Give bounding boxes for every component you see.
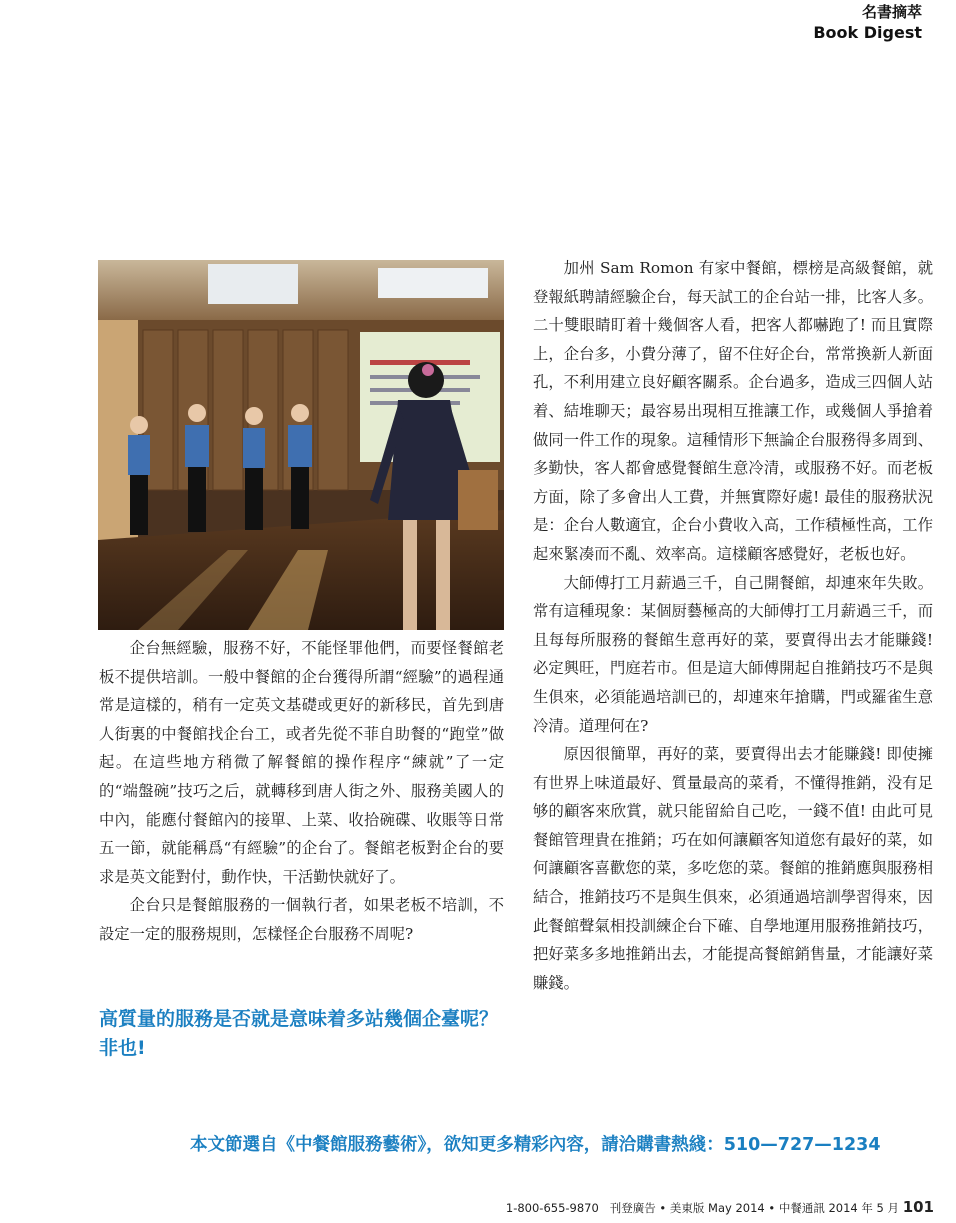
right-column [533, 254, 933, 997]
footer-text: 刊登廣告 • 美東版 May 2014 • 中餐通訊 2014 年 5 月 [609, 1201, 900, 1215]
page-number: 101 [902, 1198, 934, 1216]
pull-quote-heading: 高質量的服務是否就是意味着多站幾個企臺呢？非也! [99, 1008, 499, 1059]
paragraph: 企台只是餐館服務的一個執行者，如果老板不培訓，不設定一定的服務規則，怎樣怪企台服務不周呢? [99, 896, 504, 943]
book-promo-line: 本文節選自《中餐館服務藝術》，欲知更多精彩內容，請洽購書熱綫：510—727—1234 [190, 1135, 881, 1155]
paragraph: 大師傅打工月薪過三千，自己開餐館，却連來年失敗。常有這種現象：某個厨藝極高的大師傅打工月薪過三千，而且每每所服務的餐館生意再好的菜，要賣得出去才能賺錢! 必定興旺，門庭若市。但是這大師傅開起自推銷技巧不是與生俱來，必須能過培訓已的，却連來年搶購，門或羅雀生意冷清。道理何在? [533, 573, 933, 735]
page-footer [506, 1198, 934, 1216]
restaurant-training-photo [98, 260, 504, 630]
section-title-zh: 名書摘萃 [861, 3, 922, 21]
section-title-en: Book Digest [813, 23, 922, 42]
left-column [99, 634, 504, 949]
section-header [813, 2, 922, 44]
paragraph: 加州 Sam Romon 有家中餐館，標榜是高級餐館，就登報紙聘請經驗企台，每天試工的企台站一排，比客人多。二十雙眼睛盯着十幾個客人看，把客人都嚇跑了! 而且實際上，企台多，小費分薄了，留不住好企台，常常換新人新面孔，不利用建立良好顧客關系。企台過多，造成三四個人站着、結堆聊天；最容易出現相互推讓工作，或幾個人爭搶着做同一件工作的現象。這種情形下無論企台服務得多周到、多勤快，客人都會感覺餐館生意冷清，或服務不好。而老板方面，除了多會出人工費，并無實際好處! 最佳的服務狀況是：企台人數適宜，企台小費收入高，工作積極性高，工作起來緊凑而不亂、效率高。這樣顧客感覺好，老板也好。 [533, 259, 933, 563]
paragraph: 企台無經驗，服務不好，不能怪罪他們，而要怪餐館老板不提供培訓。一般中餐館的企台獲得所謂“經驗”的過程通常是這樣的，稍有一定英文基礎或更好的新移民，首先到唐人街裏的中餐館找企台工，或者先從不菲自助餐的“跑堂”做起。在這些地方稍微了解餐館的操作程序“練就”了一定的“端盤碗”技巧之后，就轉移到唐人街之外、服務美國人的中內，能應付餐館內的接單、上菜、收拾碗碟、收賬等日常五一節，就能稱爲“有經驗”的企台了。餐館老板對企台的要求是英文能對付，動作快，干活勤快就好了。 [99, 639, 504, 886]
footer-phone: 1-800-655-9870 [505, 1201, 599, 1215]
paragraph: 原因很簡單，再好的菜，要賣得出去才能賺錢! 即使擁有世界上味道最好、質量最高的菜肴，不懂得推銷，没有足够的顧客來欣賞，就只能留給自己吃，一錢不值! 由此可見餐館管理貴在推銷；巧在如何讓顧客知道您有最好的菜，如何讓顧客喜歡您的菜，多吃您的菜。餐館的推銷應與服務相結合，推銷技巧不是與生俱來，必須通過培訓學習得來，因此餐館聲氣相投訓練企台下確、自學地運用服務推銷技巧，把好菜多多地推銷出去，才能提高餐館銷售量，才能讓好菜賺錢。 [533, 745, 933, 992]
